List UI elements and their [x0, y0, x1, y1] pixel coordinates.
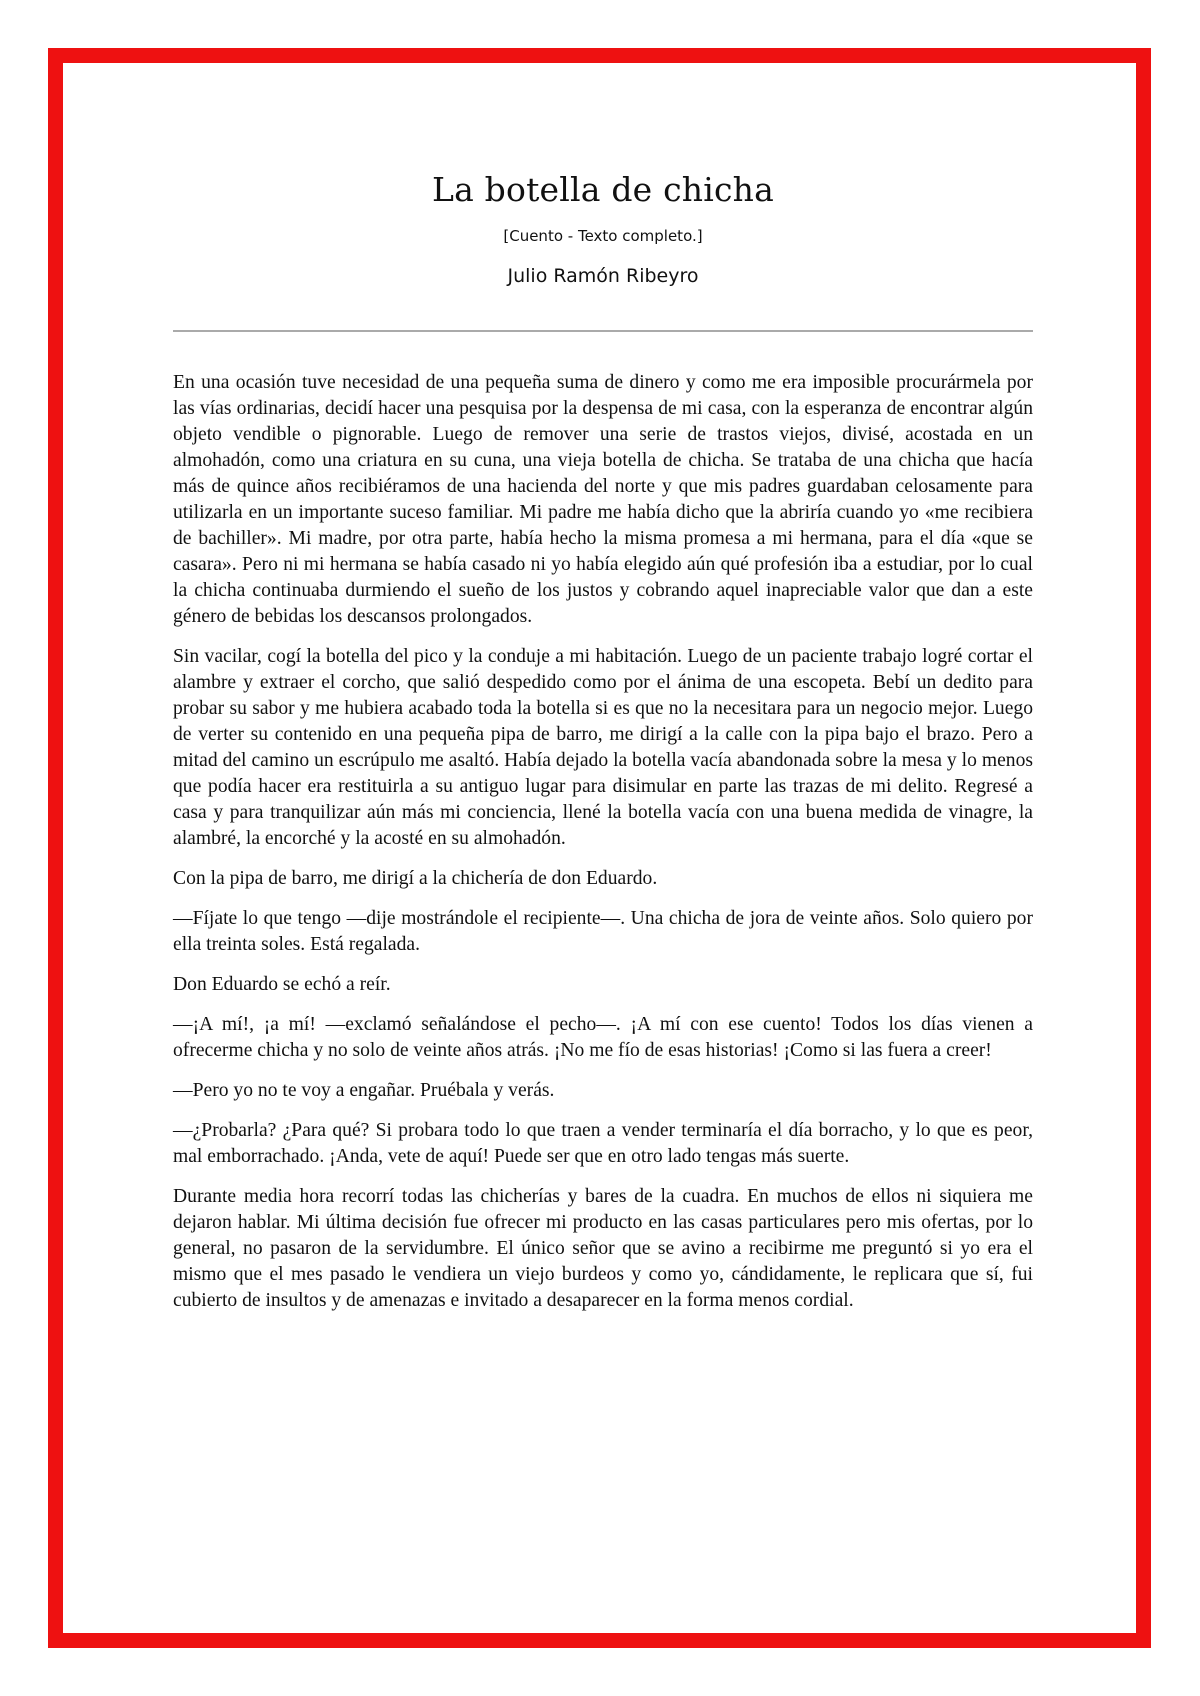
paragraph-6: —¡A mí!, ¡a mí! —exclamó señalándose el pecho—. ¡A mí con ese cuento! Todos los días vienen a ofrecerme chicha y no solo de veinte años atrás. ¡No me fío de esas historias! ¡Como si las fuera a creer! — [173, 1014, 1033, 1061]
paragraph-5: Don Eduardo se echó a reír. — [173, 974, 391, 995]
paragraph-7: —Pero yo no te voy a engañar. Pruébala y verás. — [173, 1080, 555, 1101]
paragraph-8: —¿Probarla? ¿Para qué? Si probara todo lo que traen a vender terminaría el día borracho, y lo que es peor, mal emborrachado. ¡Anda, vete de aquí! Puede ser que en otro lado tengas más suerte. — [173, 1120, 1033, 1167]
story-body — [173, 370, 1033, 1314]
paragraph-3: Con la pipa de barro, me dirigí a la chichería de don Eduardo. — [173, 868, 658, 889]
paragraph-4: —Fíjate lo que tengo —dije mostrándole el recipiente—. Una chicha de jora de veinte años. Solo quiero por ella treinta soles. Está regalada. — [173, 908, 1033, 955]
paragraph-1: En una ocasión tuve necesidad de una pequeña suma de dinero y como me era imposible procurármela por las vías ordinarias, decidí hacer una pesquisa por la despensa de mi casa, con la esperanza de encontrar algún objeto vendible o pignorable. Luego de remover una serie de trastos viejos, divisé, acostada en un almohadón, como una criatura en su cuna, una vieja botella de chicha. Se trataba de una chicha que hacía más de quince años recibiéramos de una hacienda del norte y que mis padres guardaban celosamente para utilizarla en un importante suceso familiar. Mi padre me había dicho que la abriría cuando yo «me recibiera de bachiller». Mi madre, por otra parte, había hecho la misma promesa a mi hermana, para el día «que se casara». Pero ni mi hermana se había casado ni yo había elegido aún qué profesión iba a estudiar, por lo cual la chicha continuaba durmiendo el sueño de los justos y cobrando aquel inapreciable valor que dan a este género de bebidas los descansos prolongados. — [173, 372, 1033, 627]
paragraph-9: Durante media hora recorrí todas las chicherías y bares de la cuadra. En muchos de ellos ni siquiera me dejaron hablar. Mi última decisión fue ofrecer mi producto en las casas particulares pero mis ofertas, por lo general, no pasaron de la servidumbre. El único señor que se avino a recibirme me preguntó si yo era el mismo que el mes pasado le vendiera un viejo burdeos y como yo, cándidamente, le replicara que sí, fui cubierto de insultos y de amenazas e invitado a desaparecer en la forma menos cordial. — [173, 1186, 1033, 1311]
document-content — [173, 170, 1033, 1328]
title-divider — [173, 330, 1033, 332]
document-author: Julio Ramón Ribeyro — [507, 265, 699, 287]
document-title: La botella de chicha — [432, 170, 774, 209]
document-subtitle: [Cuento - Texto completo.] — [503, 227, 703, 245]
paragraph-2: Sin vacilar, cogí la botella del pico y la conduje a mi habitación. Luego de un paciente trabajo logré cortar el alambre y extraer el corcho, que salió despedido como por el ánima de una escopeta. Bebí un dedito para probar su sabor y me hubiera acabado toda la botella si es que no la necesitara para un negocio mejor. Luego de verter su contenido en una pequeña pipa de barro, me dirigí a la calle con la pipa bajo el brazo. Pero a mitad del camino un escrúpulo me asaltó. Había dejado la botella vacía abandonada sobre la mesa y lo menos que podía hacer era restituirla a su antiguo lugar para disimular en parte las trazas de mi delito. Regresé a casa y para tranquilizar aún más mi conciencia, llené la botella vacía con una buena medida de vinagre, la alambré, la encorché y la acosté en su almohadón. — [173, 646, 1033, 849]
